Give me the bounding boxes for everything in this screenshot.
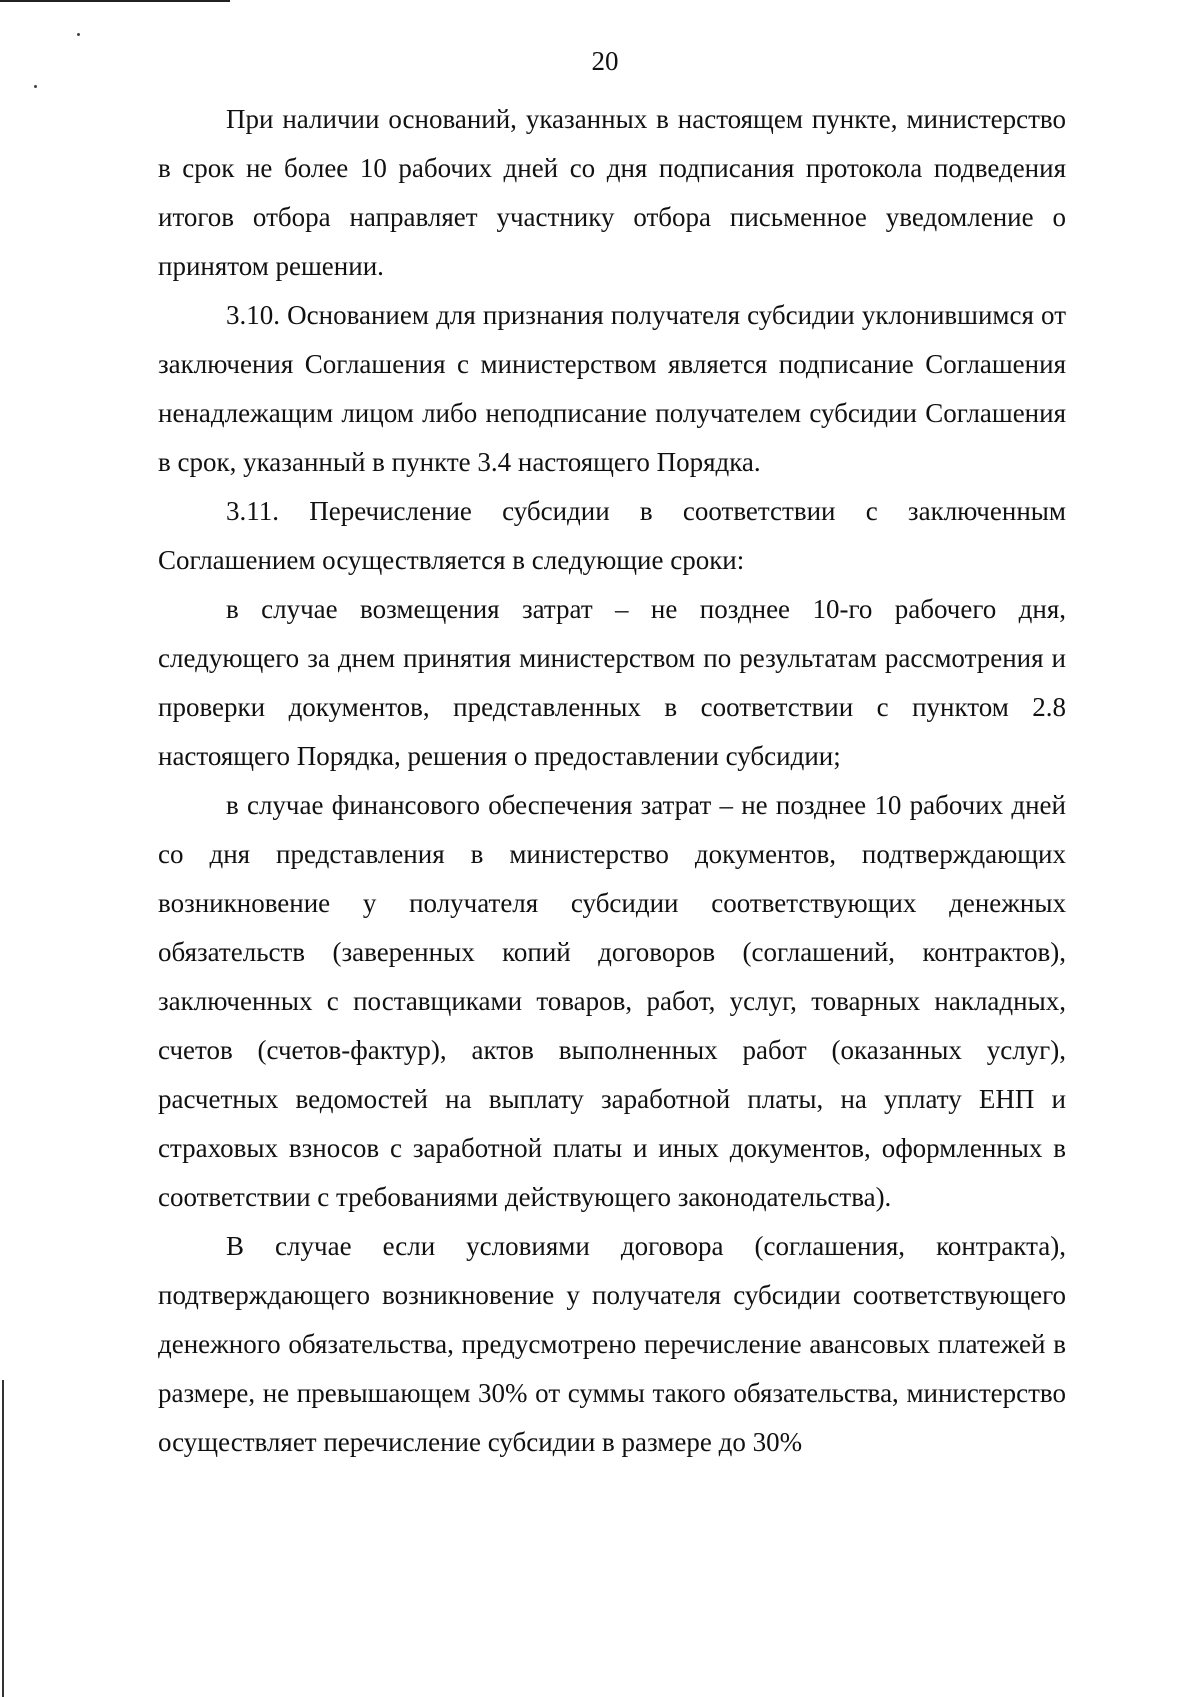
document-body: [158, 95, 1066, 1467]
paragraph: В случае если условиями договора (соглашения, контракта), подтверждающего возникновение у получателя субсидии соответствующего денежного обязательства, предусмотрено перечисление авансовых платежей в размере, не превышающем 30% от суммы такого обязательства, министерство осуществляет перечисление субсидии в размере до 30%: [158, 1231, 1066, 1457]
paragraph: в случае финансового обеспечения затрат – не позднее 10 рабочих дней со дня представления в министерство документов, подтверждающих возникновение у получателя субсидии соответствующих денежных обязательств (заверенных копий договоров (соглашений, контрактов), заключенных с поставщиками товаров, работ, услуг, товарных накладных, счетов (счетов-фактур), актов выполненных работ (оказанных услуг), расчетных ведомостей на выплату заработной платы, на уплату ЕНП и страховых взносов с заработной платы и иных документов, оформленных в соответствии с требованиями действующего законодательства).: [158, 790, 1066, 1212]
paragraph: При наличии оснований, указанных в настоящем пункте, министерство в срок не более 10 рабочих дней со дня подписания протокола подведения итогов отбора направляет участнику отбора письменное уведомление о принятом решении.: [158, 104, 1066, 281]
paragraph: в случае возмещения затрат – не позднее 10-го рабочего дня, следующего за днем принятия министерством по результатам рассмотрения и проверки документов, представленных в соответствии с пунктом 2.8 настоящего Порядка, решения о предоставлении субсидии;: [158, 594, 1066, 771]
scan-edge-top: [0, 0, 230, 2]
paragraph: 3.11. Перечисление субсидии в соответствии с заключенным Соглашением осуществляется в следующие сроки:: [158, 496, 1066, 575]
scan-edge-left: [2, 1380, 4, 1697]
page-number: 20: [591, 46, 619, 76]
paragraph: 3.10. Основанием для признания получателя субсидии уклонившимся от заключения Соглашения с министерством является подписание Соглашения ненадлежащим лицом либо неподписание получателем субсидии Соглашения в срок, указанный в пункте 3.4 настоящего Порядка.: [158, 300, 1066, 477]
scan-speck: [77, 33, 80, 36]
scan-speck: [34, 85, 37, 88]
